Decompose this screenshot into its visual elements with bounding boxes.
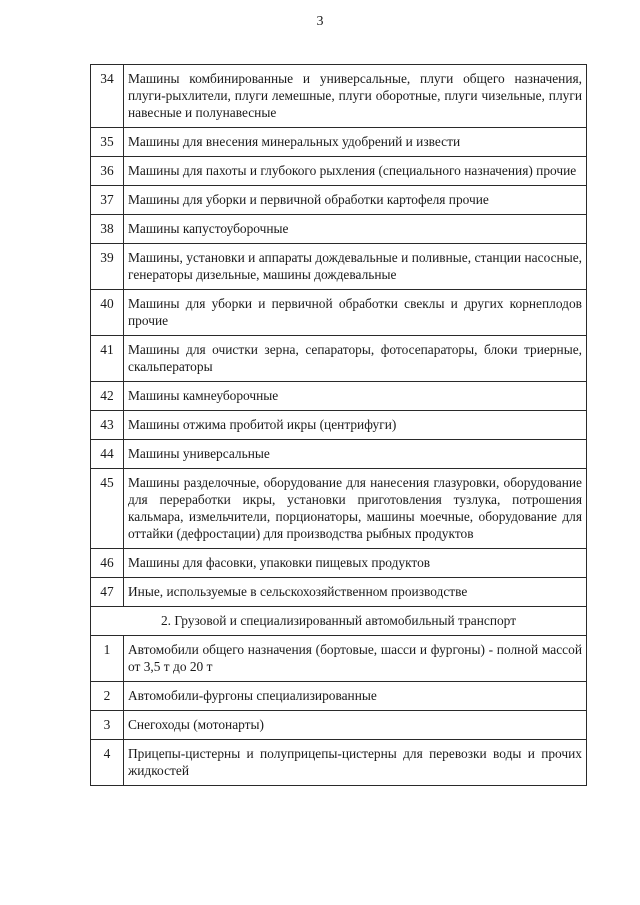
row-text: Машины для очистки зерна, сепараторы, фотосепараторы, блоки триерные, скальператоры xyxy=(124,336,587,382)
row-text: Машины для уборки и первичной обработки картофеля прочие xyxy=(124,186,587,215)
table-row xyxy=(91,186,587,215)
page-number: 3 xyxy=(316,14,324,29)
table-row xyxy=(91,440,587,469)
section-heading: 2. Грузовой и специализированный автомобильный транспорт xyxy=(91,607,587,636)
row-number: 4 xyxy=(91,740,124,786)
row-number: 41 xyxy=(91,336,124,382)
table-row xyxy=(91,244,587,290)
row-text: Машины комбинированные и универсальные, плуги общего назначения, плуги-рыхлители, плуги лемешные, плуги оборотные, плуги чизельные, плуги навесные и полунавесные xyxy=(124,65,587,128)
table-row xyxy=(91,740,587,786)
row-text: Снегоходы (мотонарты) xyxy=(124,711,587,740)
table-row xyxy=(91,382,587,411)
row-text: Машины камнеуборочные xyxy=(124,382,587,411)
table-row xyxy=(91,215,587,244)
row-number: 3 xyxy=(91,711,124,740)
table-row xyxy=(91,636,587,682)
row-number: 44 xyxy=(91,440,124,469)
table-row xyxy=(91,290,587,336)
row-text: Машины для внесения минеральных удобрений и извести xyxy=(124,128,587,157)
row-text: Машины, установки и аппараты дождевальные и поливные, станции насосные, генераторы дизельные, машины дождевальные xyxy=(124,244,587,290)
table-body xyxy=(91,65,587,786)
table-row xyxy=(91,157,587,186)
row-text: Прицепы-цистерны и полуприцепы-цистерны для перевозки воды и прочих жидкостей xyxy=(124,740,587,786)
table-row xyxy=(91,549,587,578)
row-number: 42 xyxy=(91,382,124,411)
row-number: 45 xyxy=(91,469,124,549)
row-number: 37 xyxy=(91,186,124,215)
row-text: Машины капустоуборочные xyxy=(124,215,587,244)
table-row xyxy=(91,411,587,440)
row-number: 46 xyxy=(91,549,124,578)
row-number: 35 xyxy=(91,128,124,157)
row-number: 38 xyxy=(91,215,124,244)
table-row xyxy=(91,336,587,382)
row-number: 47 xyxy=(91,578,124,607)
row-number: 43 xyxy=(91,411,124,440)
table-row xyxy=(91,128,587,157)
row-number: 2 xyxy=(91,682,124,711)
row-text: Машины для пахоты и глубокого рыхления (специального назначения) прочие xyxy=(124,157,587,186)
table-row xyxy=(91,578,587,607)
row-text: Машины для уборки и первичной обработки свеклы и других корнеплодов прочие xyxy=(124,290,587,336)
row-text: Иные, используемые в сельскохозяйственном производстве xyxy=(124,578,587,607)
row-text: Автомобили общего назначения (бортовые, шасси и фургоны) - полной массой от 3,5 т до 20 т xyxy=(124,636,587,682)
table-row xyxy=(91,682,587,711)
row-number: 1 xyxy=(91,636,124,682)
row-number: 40 xyxy=(91,290,124,336)
table-row xyxy=(91,65,587,128)
row-text: Машины разделочные, оборудование для нанесения глазуровки, оборудование для переработки икры, установки приготовления тузлука, потрошения кальмара, измельчители, порционаторы, машины моечные, оборудование для оттайки (дефростации) для производства рыбных продуктов xyxy=(124,469,587,549)
row-text: Машины универсальные xyxy=(124,440,587,469)
row-number: 39 xyxy=(91,244,124,290)
row-number: 34 xyxy=(91,65,124,128)
table-row xyxy=(91,711,587,740)
table-row xyxy=(91,469,587,549)
row-text: Машины для фасовки, упаковки пищевых продуктов xyxy=(124,549,587,578)
equipment-table xyxy=(90,64,587,786)
row-text: Автомобили-фургоны специализированные xyxy=(124,682,587,711)
section-heading-row xyxy=(91,607,587,636)
row-text: Машины отжима пробитой икры (центрифуги) xyxy=(124,411,587,440)
row-number: 36 xyxy=(91,157,124,186)
